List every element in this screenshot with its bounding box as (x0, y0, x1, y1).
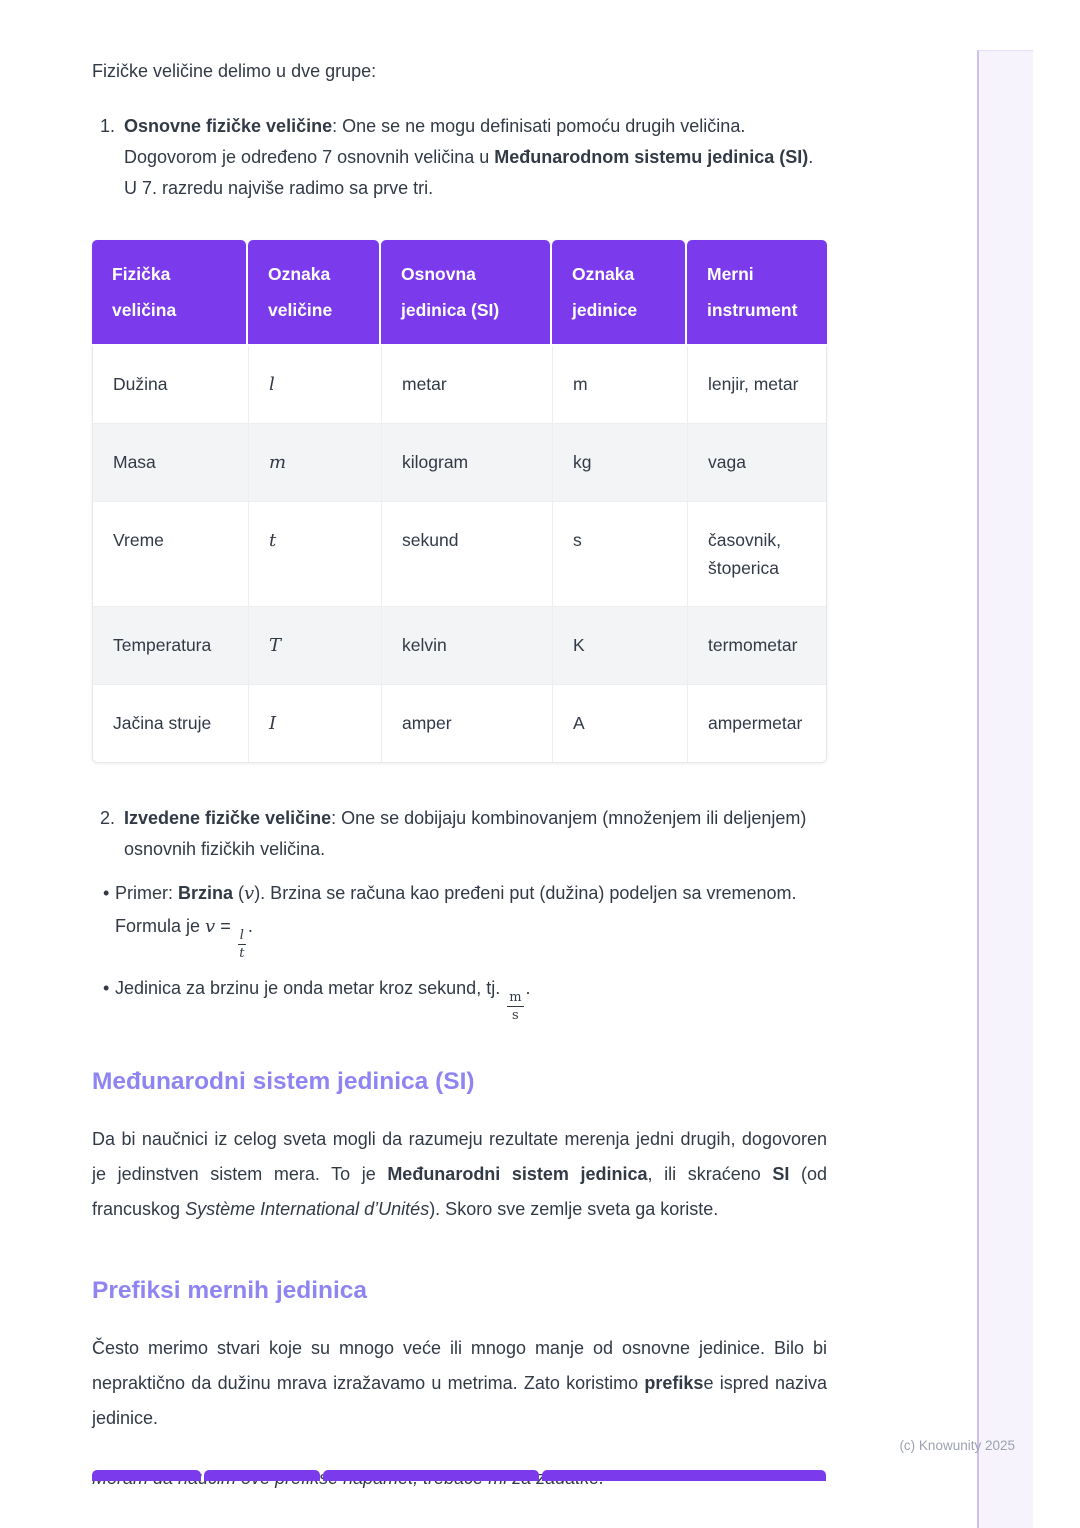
table-cell: Dužina (113, 374, 168, 394)
table-cell: termometar (687, 607, 826, 684)
list-item-text: Izvedene fizičke veličine: One se dobijaju kombinovanjem (množenjem ili deljenjem) osnovnih fizičkih veličina. (124, 808, 807, 859)
table-cell: Masa (113, 452, 156, 472)
table-row (93, 606, 826, 684)
table-cell: m (552, 346, 687, 423)
bullet-text: Primer: Brzina (v). Brzina se računa kao pređeni put (dužina) podeljen sa vremenom. Formula je v = $\frac{l}{t}$ . (115, 883, 797, 961)
table-cell: A (552, 685, 687, 762)
table-cell: vaga (687, 424, 826, 501)
table-header-cell (323, 1470, 539, 1481)
bullet-icon: • (103, 978, 110, 998)
list-item-derived-quantities (92, 803, 827, 865)
table-row (93, 684, 826, 762)
table-cell: časovnik, štoperica (687, 502, 826, 606)
numbered-list (92, 111, 827, 1022)
table-row (93, 423, 826, 501)
table-row (93, 346, 826, 423)
table-cell: kg (552, 424, 687, 501)
bullet-item-speed-example (92, 877, 827, 960)
table-body (92, 346, 827, 763)
document-content (92, 0, 827, 1492)
paragraph-prefixes: Često merimo stvari koje su mnogo veće ili mnogo manje od osnovne jedinice. Bilo bi nepraktično da dužinu mrava izražavamo u metrima. Zato koristimo prefikse ispred naziva jedinice. (92, 1338, 827, 1428)
table-cell: Temperatura (113, 635, 212, 655)
table-cell: ampermetar (687, 685, 826, 762)
fraction: $\frac{m}{s}$ (509, 990, 522, 1023)
table-header-cell (542, 1470, 826, 1481)
scrollbar-track[interactable] (977, 50, 1033, 1528)
table-cell: I (248, 685, 381, 762)
list-item-basic-quantities (92, 111, 827, 204)
table-cell: Vreme (113, 530, 164, 550)
table-cell: kilogram (381, 424, 552, 501)
section-heading-prefixes: Prefiksi mernih jedinica (92, 1277, 368, 1304)
list-number: 1. (100, 116, 116, 136)
table-cell: K (552, 607, 687, 684)
table-header-cell (92, 1470, 201, 1481)
bullet-text: Jedinica za brzinu je onda metar kroz sekund, tj. $\frac{m}{s}$ . (115, 978, 531, 1023)
table-cell: Jačina struje (113, 713, 212, 733)
watermark-text: (c) Knowunity 2025 (899, 1438, 1015, 1453)
table-cell: lenjir, metar (687, 346, 826, 423)
list-number: 2. (100, 808, 116, 828)
table-cell: sekund (381, 502, 552, 606)
bullet-list (92, 877, 827, 1022)
paragraph-si-system: Da bi naučnici iz celog sveta mogli da razumeju rezultate merenja jedni drugih, dogovoren je jedinstven sistem mera. To je Međunarodni sistem jedinica, ili skraćeno SI (od francuskog Système International d’Unités). Skoro sve zemlje sveta ga koriste. (92, 1129, 827, 1219)
section-heading-si-system: Međunarodni sistem jedinica (SI) (92, 1068, 475, 1095)
table-cell: m (248, 424, 381, 501)
table-row (93, 501, 826, 606)
table-cell: amper (381, 685, 552, 762)
table-cell: l (248, 346, 381, 423)
table-cell: s (552, 502, 687, 606)
intro-text: Fizičke veličine delimo u dve grupe: (92, 61, 377, 81)
table-header-cell (204, 1470, 320, 1481)
bullet-item-speed-unit (92, 972, 827, 1022)
fraction: $\frac{l}{t}$ (239, 928, 245, 961)
list-item-text: Osnovne fizičke veličine: One se ne mogu definisati pomoću drugih veličina. Dogovorom je određeno 7 osnovnih veličina u Međunarodnom sistemu jedinica (SI). U 7. razredu najviše radimo sa prve tri. (124, 116, 814, 198)
table-header-row (92, 240, 827, 344)
table-header-cell: Oznaka jedinice (552, 240, 687, 344)
table-header-cell: Fizička veličina (92, 240, 248, 344)
table-cell: t (248, 502, 381, 606)
table-cell: kelvin (381, 607, 552, 684)
si-units-table (92, 240, 827, 763)
table-header-cell: Osnovna jedinica (SI) (381, 240, 552, 344)
table-header-cell: Merni instrument (687, 240, 827, 344)
table-header-cell: Oznaka veličine (248, 240, 381, 344)
table-cell: T (248, 607, 381, 684)
next-table-header-sliver (92, 1470, 827, 1481)
bullet-icon: • (103, 883, 110, 903)
table-cell: metar (381, 346, 552, 423)
